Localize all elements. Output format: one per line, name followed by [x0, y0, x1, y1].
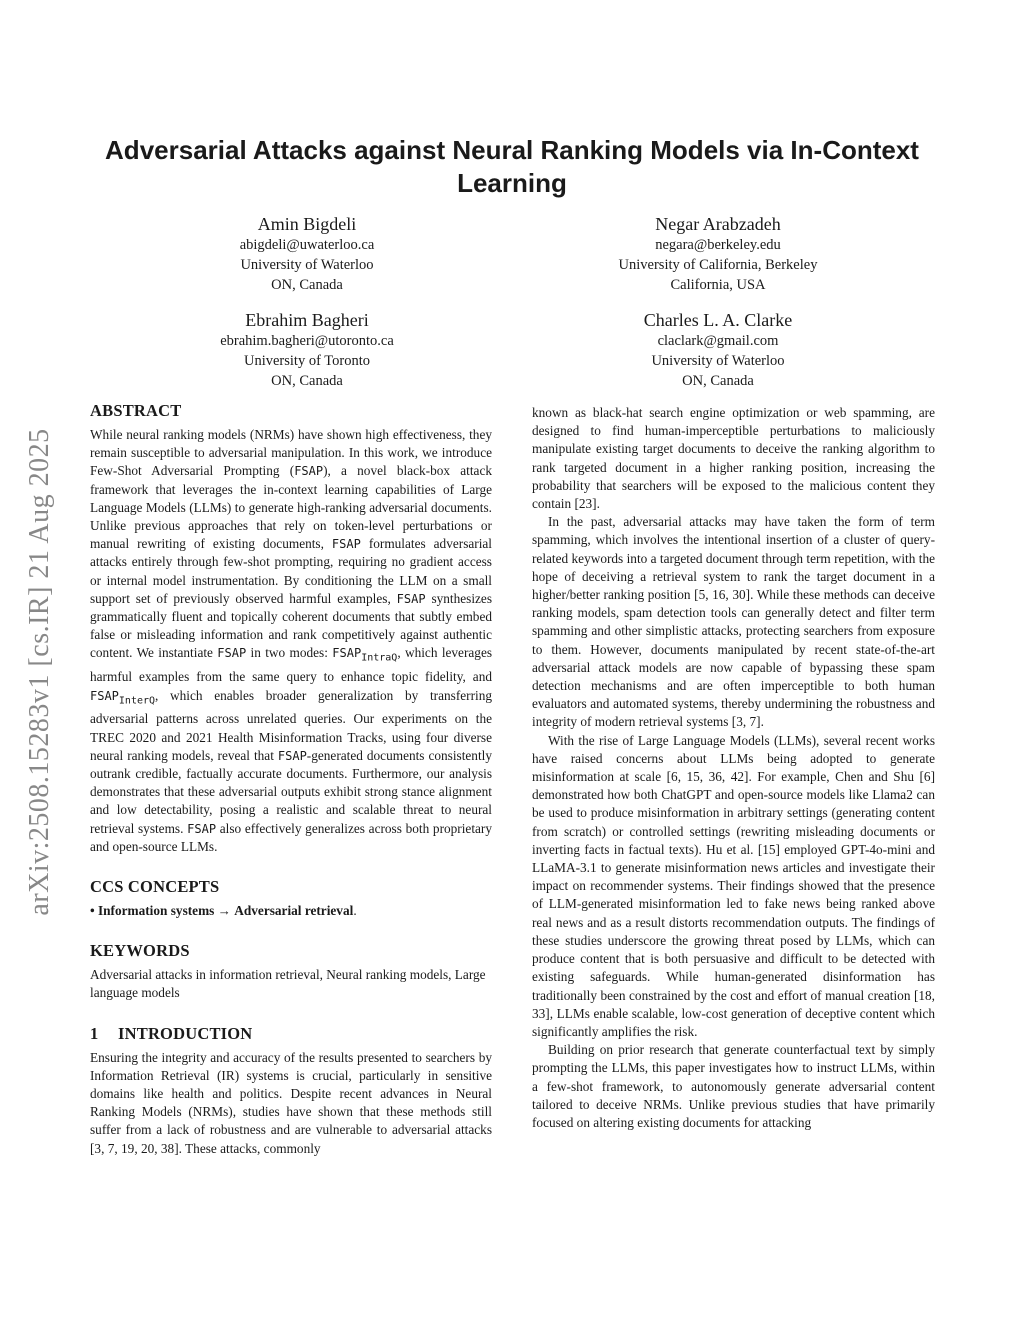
author-email[interactable]: abigdeli@uwaterloo.ca [239, 237, 375, 253]
arxiv-identifier: arXiv:2508.15283v1 [cs.IR] 21 Aug 2025 [24, 428, 55, 916]
paragraph: Building on prior research that generate counterfactual text by simply prompting the LLMs, this paper investigates how to instruct LLMs, within a few-shot framework, to autonomously generate adversarial content tailored to deceive NRMs. Unlike previous studies that have primarily focused on altering existing documents for attacking [532, 1042, 935, 1130]
method-name: FSAP [217, 646, 247, 661]
ccs-heading: CCS CONCEPTS [90, 876, 220, 896]
right-column [532, 404, 935, 1132]
mode-subscript: InterQ [118, 695, 156, 707]
method-name: FSAP [187, 821, 217, 836]
author-email[interactable]: ebrahim.bagheri@utoronto.ca [220, 333, 394, 349]
ccs-concepts: • Information systems → Adversarial retrieval. [90, 902, 357, 918]
author-affiliation: University of Toronto [244, 353, 370, 369]
author-block [518, 213, 918, 295]
author-email[interactable]: claclark@gmail.com [657, 333, 779, 349]
keywords-heading: KEYWORDS [90, 941, 190, 961]
author-location: California, USA [670, 277, 766, 293]
abstract-heading: ABSTRACT [90, 401, 182, 420]
keywords-text: Adversarial attacks in information retrieval, Neural ranking models, Large language models [90, 967, 486, 1001]
paragraph: With the rise of Large Language Models (LLMs), several recent works have raised concerns about LLMs being adopted to generate misinformation at scale [6, 15, 36, 42]. For example, Chen and Shu [6] demonstrated how both ChatGPT and open-source models like Llama2 can be used to produce misinformation in arbitrary settings (generating content from scratch) or controlled settings (rewriting misleading documents or inverting facts in factual texts). Hu et al. [15] employed GPT-4o-mini and LLaMA-3.1 to generate misinformation news articles and investigate their impact on recommender systems. Their findings showed that the presence of LLM-generated misinformation led to fake news being ranked above real news and as a result distorts recommendation outputs. The findings of these studies underscore the growing threat posed by LLMs, which can produce content that is both persuasive and difficult to be detected with existing safeguards. While human-generated disinformation has traditionally been constrained by the cost and effort of manual creation [18, 33], LLMs enable scalable, low-cost generation of deceptive content which significantly amplifies the risk. [532, 732, 935, 1039]
author-block [107, 213, 507, 295]
paragraph: known as black-hat search engine optimization or web spamming, are designed to find human-imperceptible perturbations to maliciously manipulate existing target documents to deceive the ranking algorithm to rank targeted document in a higher ranking position, increasing the probability that searchers will be exposed to the malicious content they contain [23]. [532, 405, 935, 512]
intro-paragraph: Ensuring the integrity and accuracy of the results presented to searchers by Information Retrieval (IR) systems is crucial, particularly in sensitive domains like health and politics. Despite recent advances in Neural Ranking Models (NRMs), studies have shown that these methods still suffer from a lack of robustness and are vulnerable to adversarial attacks [3, 7, 19, 20, 38]. These attacks, commonly [90, 1049, 492, 1156]
arrow-icon: → [217, 902, 231, 918]
author-affiliation: University of Waterloo [240, 257, 374, 273]
abstract-text: While neural ranking models (NRMs) have shown high effectiveness, they remain susceptible to adversarial manipulation. In this work, we introduce Few-Shot Adversarial Prompting (FSAP), a novel black-box attack framework that leverages the in-context learning capabilities of Large Language Models (LLMs) to generate high-ranking adversarial documents. Unlike previous approaches that rely on token-level perturbations or manual rewriting of existing documents, FSAP formulates adversarial attacks entirely through few-shot prompting, requiring no gradient access or internal model instrumentation. By conditioning the LLM on a small support set of previously observed harmful examples, FSAP synthesizes grammatically fluent and topically coherent documents that subtly embed false or misleading information and rank competitively against authentic content. We instantiate FSAP in two modes: $FSAP_{IntraQ}$, which leverages harmful examples from the same query to enhance topic fidelity, and $FSAP_{InterQ}$, which enables broader generalization by transferring adversarial patterns across unrelated queries. Our experiments on the TREC 2020 and 2021 Health Misinformation Tracks, using four diverse neural ranking models, reveal that FSAP-generated documents consistently outrank credible, factually accurate documents. Furthermore, our analysis demonstrates that these adversarial outputs exhibit strong stance alignment and low detectability, posing a realistic and scalable threat to neural retrieval systems. FSAP also effectively generalizes across both proprietary and open-source LLMs. [90, 427, 493, 854]
author-email[interactable]: negara@berkeley.edu [655, 237, 781, 253]
author-affiliation: University of California, Berkeley [618, 257, 818, 273]
author-location: ON, Canada [682, 373, 754, 389]
author-name: Negar Arabzadeh [655, 214, 781, 234]
author-affiliation: University of Waterloo [651, 353, 785, 369]
paper-title: Adversarial Attacks against Neural Ranking Models via In-Context Learning [105, 135, 919, 198]
method-name: FSAP [331, 537, 361, 552]
author-name: Amin Bigdeli [257, 214, 357, 234]
author-block [518, 309, 918, 391]
paragraph: In the past, adversarial attacks may have taken the form of term spamming, which involves the intentional insertion of a cluster of query-related keywords into a targeted document through term repetition, with the hope of deceiving a retrieval system to rank the target document in a higher/better ranking position [5, 16, 30]. While these methods can deceive ranking models, spam detection tools can generally detect and filter term spamming and other simplistic attacks, protecting searchers from exposure to them. However, documents manipulated by recent state-of-the-art adversarial attack models are now capable of bypassing these spam detection mechanisms and are often imperceptible to both human evaluators and automated systems, thereby undermining the robustness and integrity of modern retrieval systems [3, 7]. [532, 514, 935, 730]
left-column [90, 400, 492, 1158]
method-name: FSAP [90, 688, 119, 703]
method-name: FSAP [294, 464, 324, 479]
author-location: ON, Canada [271, 373, 343, 389]
author-name: Ebrahim Bagheri [245, 310, 369, 330]
mode-subscript: IntraQ [361, 653, 398, 665]
section-number: 1 [90, 1023, 99, 1043]
author-location: ON, Canada [271, 277, 343, 293]
method-name: FSAP [396, 591, 426, 606]
introduction-heading: 1 INTRODUCTION [90, 1023, 253, 1043]
author-block [107, 309, 507, 391]
method-name: FSAP [332, 646, 362, 661]
author-name: Charles L. A. Clarke [643, 310, 793, 330]
method-name: FSAP [277, 748, 307, 763]
